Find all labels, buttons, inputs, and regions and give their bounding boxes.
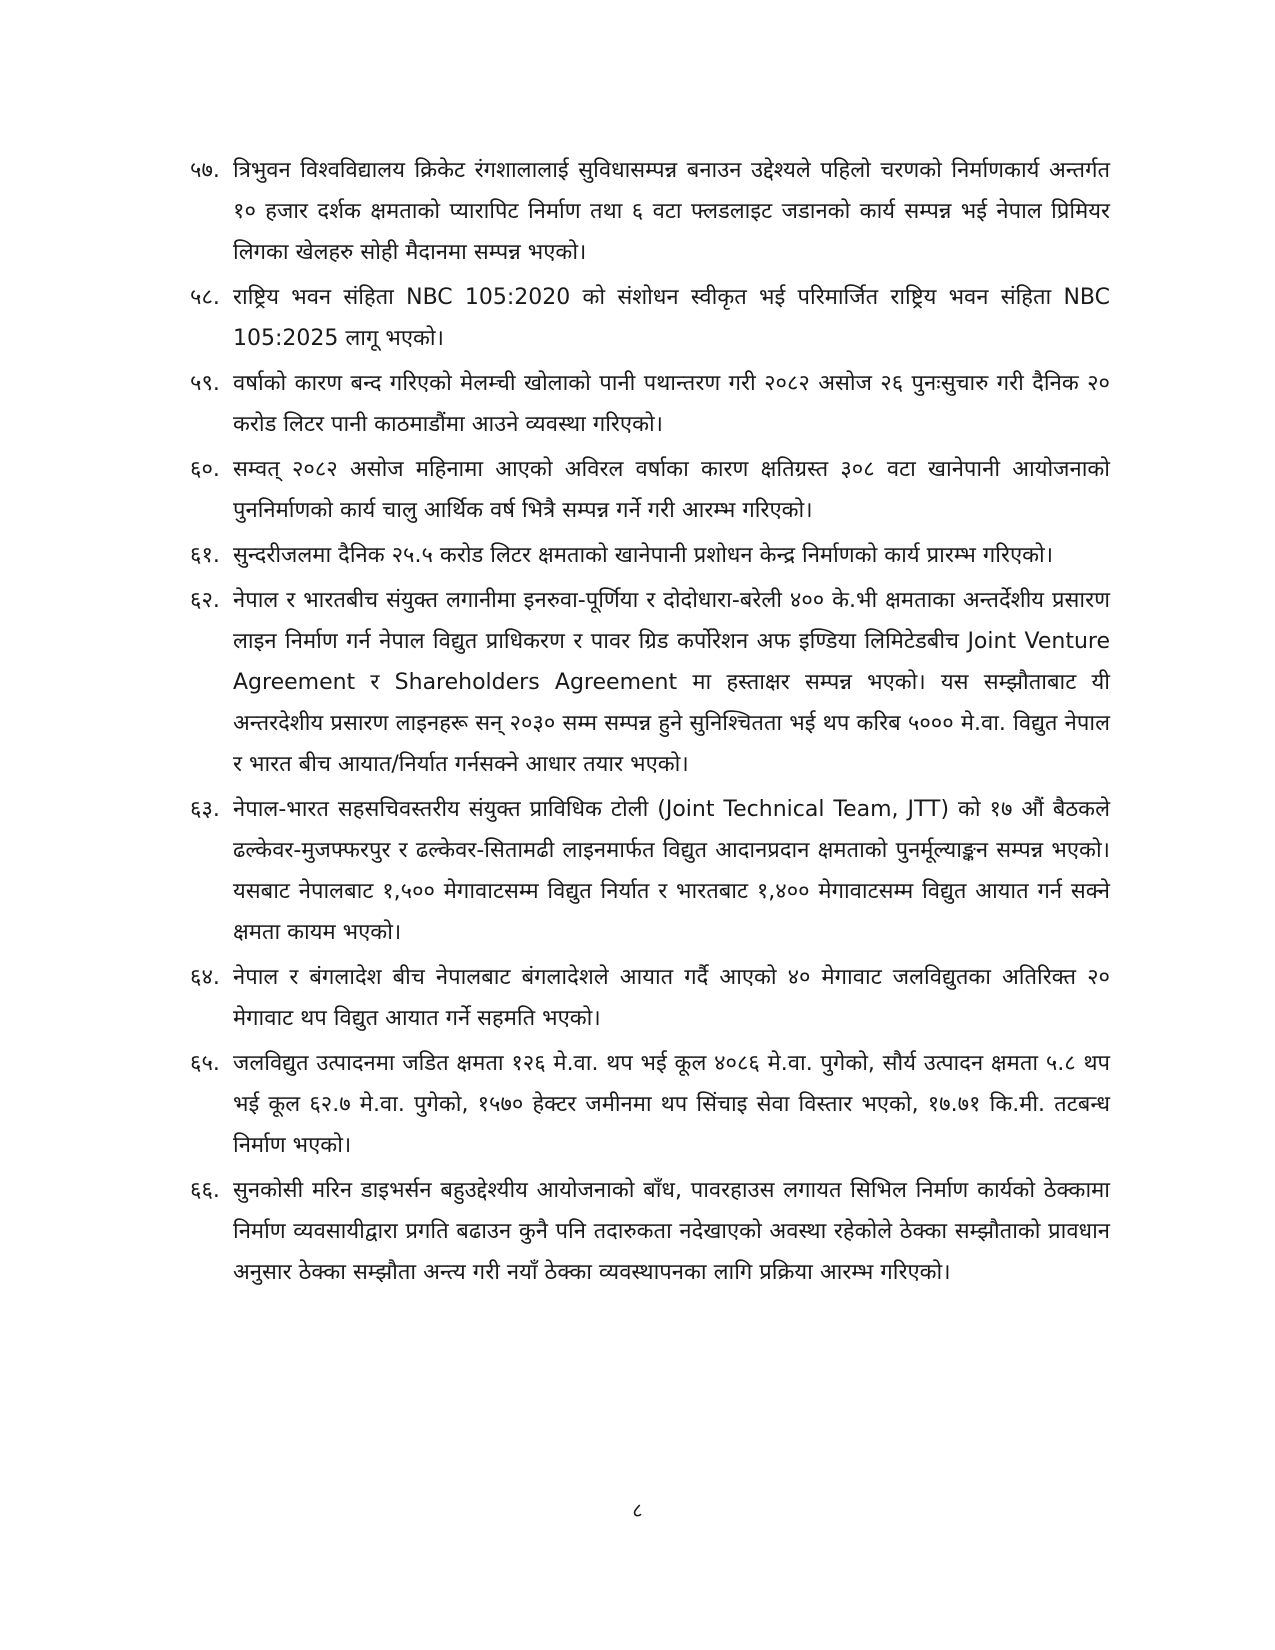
list-item (190, 957, 1110, 1039)
item-text: सम्वत् २०८२ असोज महिनामा आएको अविरल वर्षाका कारण क्षतिग्रस्त ३०८ वटा खानेपानी आयोजनाको पुननिर्माणको कार्य चालु आर्थिक वर्ष भित्रै सम्पन्न गर्ने गरी आरम्भ गरिएको। (233, 457, 1110, 523)
list-item (190, 789, 1110, 953)
item-text: वर्षाको कारण बन्द गरिएको मेलम्ची खोलाको पानी पथान्तरण गरी २०८२ असोज २६ पुनःसुचारु गरी दैनिक २० करोड लिटर पानी काठमाडौंमा आउने व्यवस्था गरिएको। (233, 371, 1110, 437)
item-text: नेपाल-भारत सहसचिवस्तरीय संयुक्त प्राविधिक टोली (Joint Technical Team, JTT) को १७ औं बैठकले ढल्केवर-मुजफ्फरपुर र ढल्केवर-सितामढी लाइनमार्फत विद्युत आदानप्रदान क्षमताको पुनर्मूल्याङ्कन सम्पन्न भएको। यसबाट नेपालबाट १,५०० मेगावाटसम्म विद्युत निर्यात र भारतबाट १,४०० मेगावाटसम्म विद्युत आयात गर्न सक्ने क्षमता कायम भएको। (233, 797, 1110, 945)
item-text: जलविद्युत उत्पादनमा जडित क्षमता १२६ मे.वा. थप भई कूल ४०८६ मे.वा. पुगेको, सौर्य उत्पादन क्षमता ५.८ थप भई कूल ६२.७ मे.वा. पुगेको, १५७० हेक्टर जमीनमा थप सिंचाइ सेवा विस्तार भएको, १७.७१ कि.मी. तटबन्ध निर्माण भएको। (233, 1051, 1110, 1158)
item-number: ६४. (190, 965, 220, 990)
item-number: ५७. (190, 158, 220, 183)
item-number: ६२. (190, 588, 220, 613)
item-number: ५८. (190, 285, 220, 310)
list-item (190, 449, 1110, 531)
list-item (190, 1170, 1110, 1293)
item-number: ५९. (190, 371, 220, 396)
item-text: नेपाल र बंगलादेश बीच नेपालबाट बंगलादेशले आयात गर्दै आएको ४० मेगावाट जलविद्युतका अतिरिक्त २० मेगावाट थप विद्युत आयात गर्ने सहमति भएको। (233, 965, 1110, 1031)
item-text: सुन्दरीजलमा दैनिक २५.५ करोड लिटर क्षमताको खानेपानी प्रशोधन केन्द्र निर्माणको कार्य प्रारम्भ गरिएको। (233, 543, 1054, 568)
page-number: ८ (632, 1498, 643, 1522)
list-item (190, 1043, 1110, 1166)
item-number: ६१. (190, 543, 220, 568)
item-text: सुनकोसी मरिन डाइभर्सन बहुउद्देश्यीय आयोजनाको बाँध, पावरहाउस लगायत सिभिल निर्माण कार्यको ठेक्कामा निर्माण व्यवसायीद्वारा प्रगति बढाउन कुनै पनि तदारुकता नदेखाएको अवस्था रहेकोले ठेक्का सम्झौताको प्रावधान अनुसार ठेक्का सम्झौता अन्त्य गरी नयाँ ठेक्का व्यवस्थापनका लागि प्रक्रिया आरम्भ गरिएको। (233, 1178, 1110, 1285)
item-number: ६०. (190, 457, 220, 482)
list-item (190, 580, 1110, 785)
item-text: नेपाल र भारतबीच संयुक्त लगानीमा इनरुवा-पूर्णिया र दोदोधारा-बरेली ४०० के.भी क्षमताका अन्तर्देशीय प्रसारण लाइन निर्माण गर्न नेपाल विद्युत प्राधिकरण र पावर ग्रिड कर्पोरेशन अफ इण्डिया लिमिटेडबीच Joint Venture Agreement र Shareholders Agreement मा हस्ताक्षर सम्पन्न भएको। यस सम्झौताबाट यी अन्तरदेशीय प्रसारण लाइनहरू सन् २०३० सम्म सम्पन्न हुने सुनिश्चितता भई थप करिब ५००० मे.वा. विद्युत नेपाल र भारत बीच आयात/निर्यात गर्नसक्ने आधार तयार भएको। (233, 588, 1110, 777)
item-number: ६३. (190, 797, 220, 822)
numbered-list (190, 150, 1110, 1297)
list-item (190, 150, 1110, 273)
item-number: ६५. (190, 1051, 220, 1076)
item-text: त्रिभुवन विश्वविद्यालय क्रिकेट रंगशालालाई सुविधासम्पन्न बनाउन उद्देश्यले पहिलो चरणको निर्माणकार्य अन्तर्गत १० हजार दर्शक क्षमताको प्यारापिट निर्माण तथा ६ वटा फ्लडलाइट जडानको कार्य सम्पन्न भई नेपाल प्रिमियर लिगका खेलहरु सोही मैदानमा सम्पन्न भएको। (233, 158, 1110, 265)
list-item (190, 277, 1110, 359)
list-item (190, 363, 1110, 445)
item-number: ६६. (190, 1178, 220, 1203)
item-text: राष्ट्रिय भवन संहिता NBC 105:2020 को संशोधन स्वीकृत भई परिमार्जित राष्ट्रिय भवन संहिता NBC 105:2025 लागू भएको। (233, 285, 1110, 351)
list-item (190, 535, 1110, 576)
